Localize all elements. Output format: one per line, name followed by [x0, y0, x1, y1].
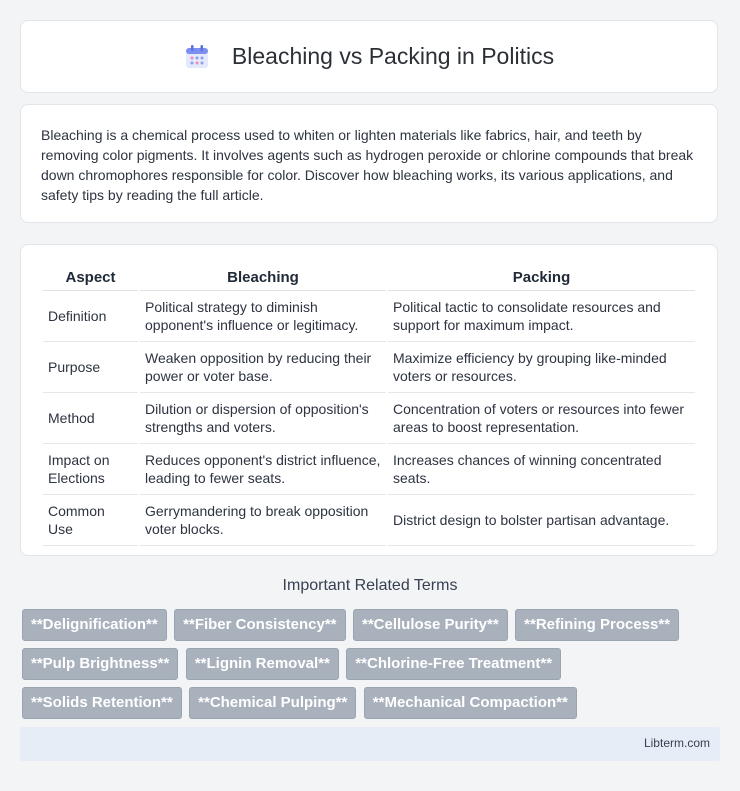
row-aspect: Definition	[43, 291, 138, 342]
related-term-tag[interactable]: **Chemical Pulping**	[189, 687, 356, 719]
header-aspect: Aspect	[43, 263, 138, 291]
table-row	[43, 342, 695, 393]
row-bleaching: Gerrymandering to break opposition voter blocks.	[140, 495, 386, 546]
page-title: Bleaching vs Packing in Politics	[231, 43, 555, 69]
header-card	[20, 20, 718, 93]
comparison-table	[41, 263, 697, 546]
table-header-row	[43, 263, 695, 291]
table-row	[43, 393, 695, 444]
row-bleaching: Political strategy to diminish opponent's influence or legitimacy.	[140, 291, 386, 342]
related-terms-list	[22, 609, 722, 726]
row-packing: Concentration of voters or resources into fewer areas to boost representation.	[388, 393, 695, 444]
calendar-grid-icon	[184, 44, 210, 70]
row-aspect: Method	[43, 393, 138, 444]
row-bleaching: Weaken opposition by reducing their power or voter base.	[140, 342, 386, 393]
comparison-card	[20, 244, 718, 556]
table-row	[43, 444, 695, 495]
table-row	[43, 495, 695, 546]
related-term-tag[interactable]: **Chlorine-Free Treatment**	[346, 648, 561, 680]
row-aspect: Impact on Elections	[43, 444, 138, 495]
row-packing: District design to bolster partisan advantage.	[388, 495, 695, 546]
row-packing: Maximize efficiency by grouping like-minded voters or resources.	[388, 342, 695, 393]
row-packing: Increases chances of winning concentrated seats.	[388, 444, 695, 495]
related-term-tag[interactable]: **Refining Process**	[515, 609, 679, 641]
related-terms-title: Important Related Terms	[282, 577, 458, 594]
related-term-tag[interactable]: **Lignin Removal**	[186, 648, 339, 680]
table-row	[43, 291, 695, 342]
related-term-tag[interactable]: **Fiber Consistency**	[174, 609, 345, 641]
row-aspect: Common Use	[43, 495, 138, 546]
related-term-tag[interactable]: **Cellulose Purity**	[353, 609, 508, 641]
footer-brand-link[interactable]: Libterm.com	[643, 736, 710, 750]
header-packing: Packing	[388, 263, 695, 291]
related-term-tag[interactable]: **Solids Retention**	[22, 687, 182, 719]
row-bleaching: Dilution or dispersion of opposition's strengths and voters.	[140, 393, 386, 444]
intro-card	[20, 104, 718, 223]
related-term-tag[interactable]: **Delignification**	[22, 609, 167, 641]
footer	[20, 727, 720, 761]
header-bleaching: Bleaching	[140, 263, 386, 291]
row-bleaching: Reduces opponent's district influence, leading to fewer seats.	[140, 444, 386, 495]
related-term-tag[interactable]: **Pulp Brightness**	[22, 648, 178, 680]
row-packing: Political tactic to consolidate resources and support for maximum impact.	[388, 291, 695, 342]
row-aspect: Purpose	[43, 342, 138, 393]
related-term-tag[interactable]: **Mechanical Compaction**	[364, 687, 577, 719]
intro-text: Bleaching is a chemical process used to whiten or lighten materials like fabrics, hair, and teeth by removing color pigments. It involves agents such as hydrogen peroxide or chlorine compounds that break down chromophores responsible for color. Discover how bleaching works, its various applications, and safety tips by reading the full article.	[41, 127, 694, 203]
